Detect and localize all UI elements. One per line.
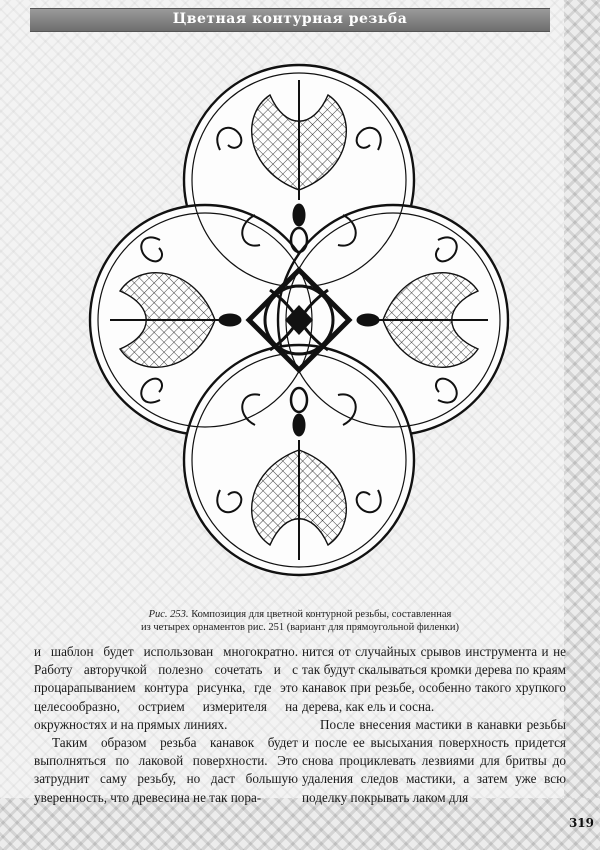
ornament-illustration [70,40,540,600]
figure-caption-label: Рис. 253. [148,609,189,620]
body-column-right [302,643,566,807]
decorative-side-border [564,0,600,850]
page-number: 319 [568,816,594,830]
figure-caption-text: Композиция для цветной контурной резьбы, составленная [188,609,452,620]
figure-caption-line2: из четырех орнаментов рис. 251 (вариант для прямоугольной филенки) [140,622,460,633]
body-column-left [34,643,298,807]
figure-caption [120,608,480,634]
paragraph: нится от случайных срывов инструмента и не так будут скалываться кромки дерева по краям канавок при резьбе, особенно такого хрупкого дерева, как ель и сосна. [302,644,566,714]
paragraph: и шаблон будет использован многократно. Работу авторучкой полезно сочетать и с процарапыванием контура рисунка, где это целесообразно, острием измерителя на окружностях и на прямых линиях. [34,644,298,732]
paragraph: Таким образом резьба канавок будет выполняться по лаковой поверхности. Это затруднит саму резьбу, но даст большую уверенность, что древесина не так пора- [34,735,298,805]
running-header-title: Цветная контурная резьба [172,11,408,27]
paragraph: После внесения мастики в канавки резьбы и после ее высыхания поверхность придется снова проциклевать лезвиями для бритвы до удаления следов мастики, а затем уже всю поделку покрывать лаком для [302,716,566,805]
